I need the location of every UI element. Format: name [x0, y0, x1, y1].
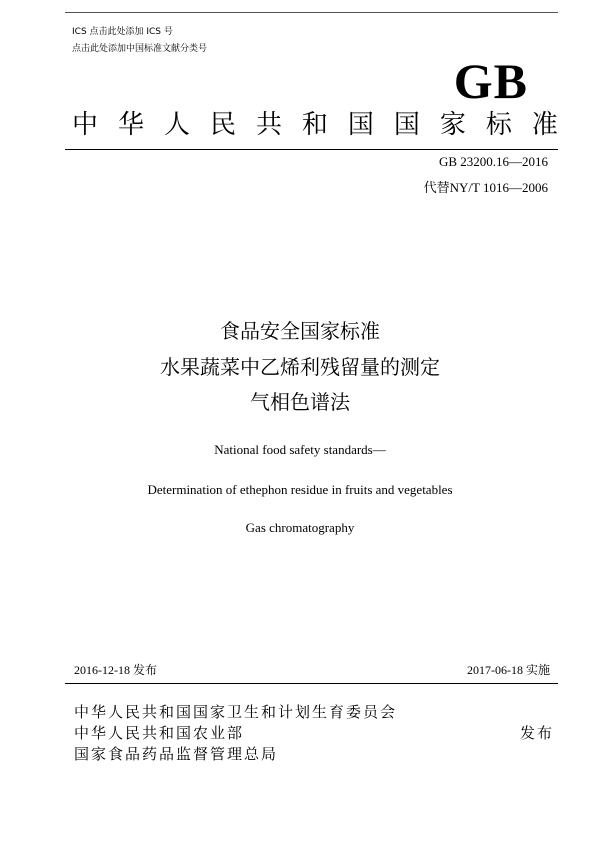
effective-date: 2017-06-18 实施 — [467, 663, 550, 677]
en-title-line2: Determination of ethephon residue in fruits and vegetables — [147, 482, 453, 497]
issuer-line3: 国家食品药品监督管理总局 — [74, 745, 279, 763]
title-char: 国 — [347, 110, 374, 140]
gb-logo: GB — [453, 53, 528, 109]
title-char: 民 — [209, 110, 236, 140]
issuer-line2: 中华人民共和国农业部 — [74, 724, 245, 742]
bottom-rule — [65, 683, 558, 684]
title-char: 华 — [117, 110, 144, 140]
cn-title-line3: 气相色谱法 — [250, 390, 350, 414]
header-rule — [65, 149, 558, 150]
title-char: 共 — [255, 110, 282, 140]
en-title-line3: Gas chromatography — [245, 520, 355, 535]
top-rule — [65, 12, 558, 13]
title-char: 标 — [485, 110, 512, 140]
title-char: 家 — [439, 110, 466, 140]
en-title-line1: National food safety standards— — [214, 442, 386, 457]
issue-date: 2016-12-18 发布 — [74, 663, 157, 677]
publish-label: 发布 — [520, 724, 555, 742]
title-char: 准 — [531, 110, 558, 140]
cn-title-line2: 水果蔬菜中乙烯利残留量的测定 — [160, 355, 440, 379]
title-char: 人 — [163, 110, 190, 140]
ics-field[interactable]: ICS 点击此处添加 ICS 号 — [72, 27, 173, 37]
title-char: 国 — [393, 110, 420, 140]
classification-field[interactable]: 点击此处添加中国标准文献分类号 — [72, 44, 208, 54]
standard-number: GB 23200.16—2016 — [438, 154, 548, 169]
replaces-standard: 代替NY/T 1016—2006 — [423, 180, 548, 195]
cn-title-line1: 食品安全国家标准 — [220, 319, 380, 343]
title-char: 和 — [301, 110, 328, 140]
title-char: 中 — [72, 110, 99, 140]
standard-type-title — [72, 109, 558, 141]
issuer-line1: 中华人民共和国国家卫生和计划生育委员会 — [74, 703, 398, 721]
